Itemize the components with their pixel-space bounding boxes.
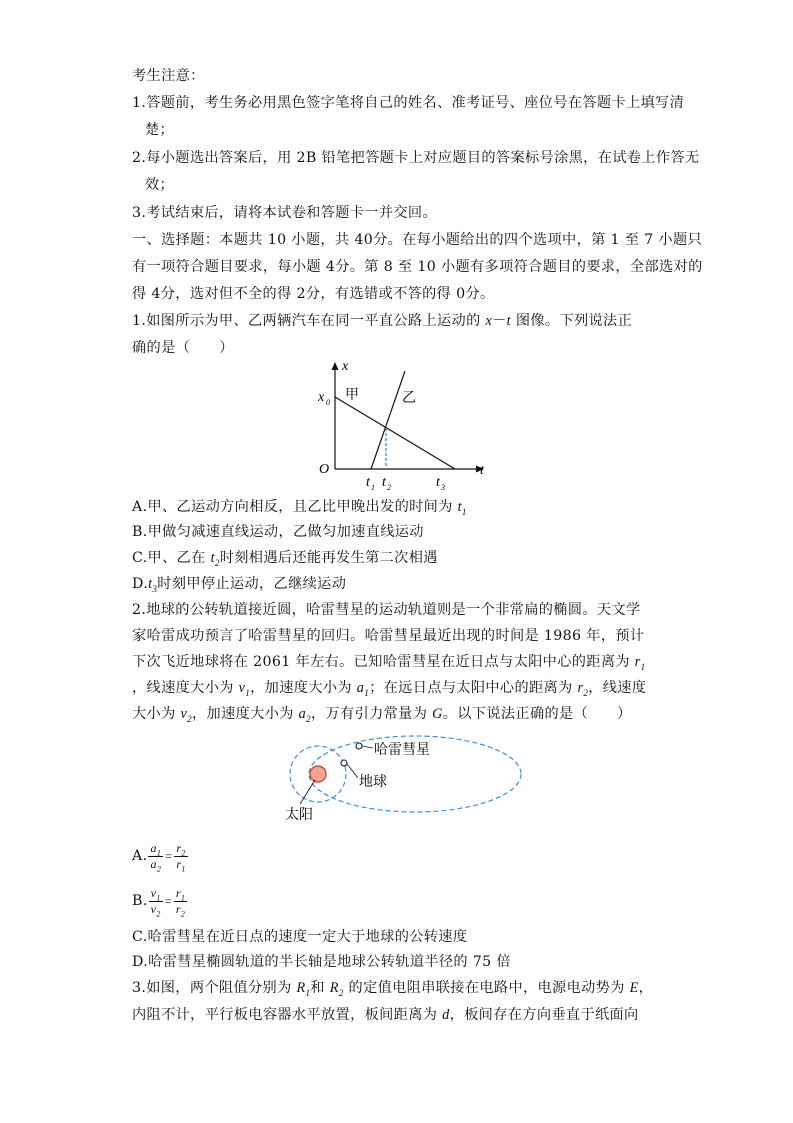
- q2-option-d: D.哈雷彗星椭圆轨道的半长轴是地球公转轨道半径的 75 倍: [132, 954, 511, 970]
- earth-label: 地球: [359, 775, 387, 790]
- q3-stem-line-1: 3.如图，两个阻值分别为 $R_1$和 $R_2$ 的定值电阻串联接在电路中，电源电动势为 E，: [132, 980, 654, 998]
- label-jia: 甲: [345, 388, 359, 403]
- q2-stem-line-2: 家哈雷成功预言了哈雷彗星的回归。哈雷彗星最近出现的时间是 1986 年，预计: [132, 628, 645, 644]
- comet-pointer: [362, 746, 373, 748]
- q1-stem-line-1: 1.如图所示为甲、乙两辆汽车在同一平直公路上运动的 x－t 图像。下列说法正: [132, 313, 633, 329]
- label-yi: 乙: [402, 391, 416, 406]
- q1-option-b: B.甲做匀减速直线运动，乙做匀加速直线运动: [132, 524, 424, 540]
- notice-title: 考生注意：: [132, 68, 205, 84]
- q1-option-a: A.甲、乙运动方向相反，且乙比甲晚出发的时间为 $t_1$: [132, 499, 467, 517]
- section-heading-line-1: 一、选择题：本题共 10 小题，共 40分。在每小题给出的四个选项中，第 1 至 7 小题只: [132, 232, 703, 248]
- q2-stem-line-1: 2.地球的公转轨道接近圆，哈雷彗星的运动轨道则是一个非常扁的椭圆。天文学: [132, 602, 641, 618]
- section-heading-line-2: 有一项符合题目要求，每小题 4分。第 8 至 10 小题有多项符合题目的要求，全部选对的: [132, 259, 703, 275]
- earth-icon: [341, 760, 347, 766]
- comet-icon: [356, 743, 362, 749]
- option-a-fraction-right: $\frac{r_2}{r_1}$: [176, 840, 186, 873]
- q1-option-c: C.甲、乙在 $t_2$时刻相遇后还能再发生第二次相遇: [132, 550, 438, 568]
- x0-label: x: [318, 390, 325, 405]
- q1-stem-line-2: 确的是（ ）: [132, 340, 234, 356]
- x0-sub: 0: [326, 398, 330, 407]
- x-axis-arrow: [332, 362, 339, 370]
- q1-xt-graph: [310, 355, 500, 495]
- origin-label: O: [319, 462, 330, 477]
- q2-stem-line-3: 下次飞近地球将在 2061 年左右。已知哈雷彗星在近日点与太阳中心的距离为 $r_1$: [132, 654, 646, 672]
- option-b-fraction-right: $\frac{r_1}{r_2}$: [175, 885, 186, 918]
- option-a-fraction-left: $\frac{a_1}{a_2}$: [150, 840, 162, 873]
- q1-option-d: $D.t_3$时刻甲停止运动，乙继续运动: [132, 576, 347, 594]
- t2-label: t: [382, 475, 386, 490]
- notice-item-2-cont: 效；: [145, 177, 175, 193]
- t1-sub: 1: [371, 483, 375, 492]
- line-yi: [371, 371, 405, 469]
- line-jia: [335, 397, 455, 469]
- option-b-fraction-left: $\frac{v_1}{v_2}$: [150, 885, 161, 918]
- notice-item-1-cont: 楚；: [145, 122, 175, 138]
- q2-option-a: A. $\frac{a_1}{a_2}$ = $\frac{r_2}{r_1}$: [132, 840, 186, 873]
- t2-sub: 2: [387, 483, 391, 492]
- section-heading-line-3: 得 4分，选对但不全的得 2分，有选错或不答的得 0分。: [132, 286, 495, 302]
- x-axis-label: x: [342, 359, 349, 374]
- notice-item-3: 3.考试结束后，请将本试卷和答题卡一并交回。: [132, 205, 437, 221]
- sun-pointer: [300, 780, 315, 804]
- q3-stem-line-2: 内阻不计，平行板电容器水平放置，板间距离为 d，板间存在方向垂直于纸面向: [132, 1007, 639, 1023]
- q2-orbit-diagram: [270, 726, 530, 826]
- comet-label: 哈雷彗星: [374, 743, 430, 758]
- sun-label: 太阳: [285, 808, 313, 823]
- q2-stem-line-5: 大小为 $v_2$，加速度大小为 $a_2$，万有引力常量为 G。以下说法正确的是（ ）: [132, 706, 632, 724]
- t3-sub: 3: [441, 483, 445, 492]
- t-axis-label: t: [480, 463, 484, 478]
- notice-item-1: 1.答题前，考生务必用黑色签字笔将自己的姓名、准考证号、座位号在答题卡上填写清: [132, 95, 685, 111]
- notice-item-2: 2.每小题选出答案后，用 2B 铅笔把答题卡上对应题目的答案标号涂黑，在试卷上作答无: [132, 150, 700, 166]
- q2-stem-line-4: ，线速度大小为 $v_1$，加速度大小为 $a_1$；在远日点与太阳中心的距离为 $r_2$，线速度: [132, 680, 647, 698]
- t1-label: t: [366, 475, 370, 490]
- sun-icon: [310, 766, 326, 782]
- earth-pointer: [347, 764, 358, 778]
- q2-option-b: B. $\frac{v_1}{v_2}$ = $\frac{r_1}{r_2}$: [132, 885, 186, 918]
- q2-option-c: C.哈雷彗星在近日点的速度一定大于地球的公转速度: [132, 929, 468, 945]
- t3-label: t: [436, 475, 440, 490]
